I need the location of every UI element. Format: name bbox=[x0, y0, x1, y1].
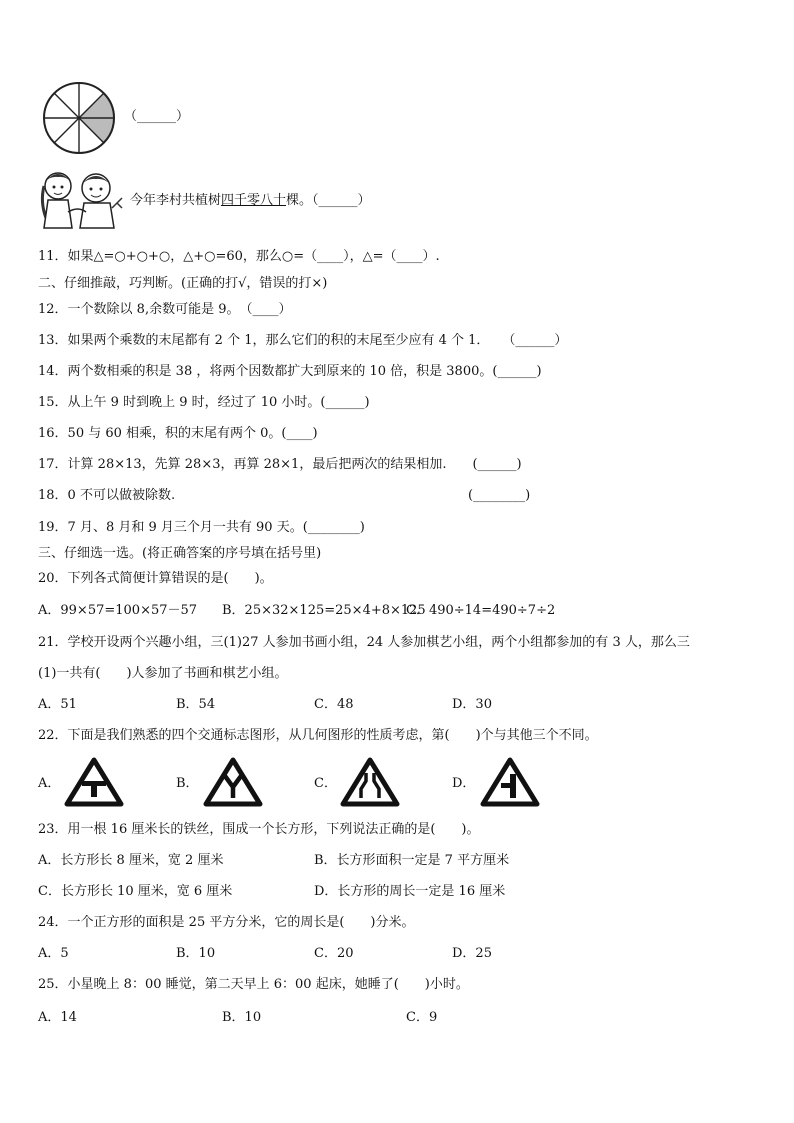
tree-planting-item bbox=[130, 192, 371, 210]
q24-option-c[interactable]: C．20 bbox=[314, 946, 354, 961]
q20-option-a[interactable]: A．99×57=100×57－57 bbox=[38, 603, 198, 618]
q21-option-a[interactable]: A．51 bbox=[38, 697, 77, 712]
traffic-sign-a-t-junction-icon[interactable] bbox=[64, 757, 124, 807]
section-3-heading: 三、仔细选一选。(将正确答案的序号填在括号里) bbox=[38, 546, 322, 561]
q22-label-b[interactable]: B． bbox=[176, 776, 199, 791]
q24-option-b[interactable]: B．10 bbox=[176, 946, 216, 961]
q24-option-a[interactable]: A．5 bbox=[38, 946, 69, 961]
fraction-circle-figure bbox=[38, 82, 120, 154]
children-illustration bbox=[38, 168, 124, 230]
q22-label-d[interactable]: D． bbox=[452, 776, 476, 791]
question-25-stem: 25．小星晚上 8：00 睡觉，第二天早上 6：00 起床，她睡了( )小时。 bbox=[38, 977, 469, 992]
question-13[interactable]: 13．如果两个乘数的末尾都有 2 个 1，那么它们的积的末尾至少应有 4 个 1． （______） bbox=[38, 333, 568, 348]
q20-option-b[interactable]: B．25×32×125=25×4+8×125 bbox=[222, 603, 426, 618]
tree-underlined-number: 四千零八十 bbox=[221, 193, 287, 208]
question-21-stem-line2: (1)一共有( )人参加了书画和棋艺小组。 bbox=[38, 666, 288, 681]
question-18-blank[interactable]: (________) bbox=[468, 488, 531, 503]
q22-label-a[interactable]: A． bbox=[38, 776, 61, 791]
question-14[interactable]: 14．两个数相乘的积是 38 ，将两个因数都扩大到原来的 10 倍，积是 3800。(______) bbox=[38, 364, 542, 379]
question-16[interactable]: 16．50 与 60 相乘，积的末尾有两个 0。(____) bbox=[38, 426, 318, 441]
q20-option-c[interactable]: C．490÷14=490÷7÷2 bbox=[406, 603, 556, 618]
q23-option-a[interactable]: A．长方形长 8 厘米，宽 2 厘米 bbox=[38, 853, 224, 868]
tree-text-after[interactable]: 棵。（______） bbox=[286, 193, 371, 208]
q21-option-c[interactable]: C．48 bbox=[314, 697, 354, 712]
q21-option-b[interactable]: B．54 bbox=[176, 697, 216, 712]
question-23-stem: 23．用一根 16 厘米长的铁丝，围成一个长方形，下列说法正确的是( )。 bbox=[38, 822, 480, 837]
question-21-stem-line1: 21．学校开设两个兴趣小组，三(1)27 人参加书画小组，24 人参加棋艺小组，两个小组都参加的有 3 人，那么三 bbox=[38, 635, 690, 650]
q21-option-d[interactable]: D．30 bbox=[452, 697, 492, 712]
section-2-heading: 二、仔细推敲，巧判断。(正确的打√，错误的打×) bbox=[38, 276, 328, 291]
traffic-sign-d-side-road-icon[interactable] bbox=[480, 757, 540, 807]
question-24-stem: 24．一个正方形的面积是 25 平方分米，它的周长是( )分米。 bbox=[38, 915, 415, 930]
traffic-sign-b-y-junction-icon[interactable] bbox=[203, 757, 263, 807]
q25-option-c[interactable]: C．9 bbox=[406, 1010, 438, 1025]
question-17[interactable]: 17．计算 28×13，先算 28×3，再算 28×1，最后把两次的结果相加. (______) bbox=[38, 457, 522, 472]
question-20-stem: 20．下列各式简便计算错误的是( )。 bbox=[38, 571, 273, 586]
question-15[interactable]: 15．从上午 9 时到晚上 9 时，经过了 10 小时。(______) bbox=[38, 395, 370, 410]
fraction-answer-blank[interactable]: （______） bbox=[124, 109, 190, 124]
q25-option-b[interactable]: B．10 bbox=[222, 1010, 262, 1025]
tree-text-before: 今年李村共植树 bbox=[130, 193, 222, 208]
question-12[interactable]: 12．一个数除以 8,余数可能是 9。 （____） bbox=[38, 302, 292, 317]
q25-option-a[interactable]: A．14 bbox=[38, 1010, 77, 1025]
question-19[interactable]: 19．7 月、8 月和 9 月三个月一共有 90 天。(________) bbox=[38, 520, 365, 535]
q23-option-d[interactable]: D．长方形的周长一定是 16 厘米 bbox=[314, 884, 506, 899]
q24-option-d[interactable]: D．25 bbox=[452, 946, 492, 961]
question-18: 18．0 不可以做被除数. bbox=[38, 488, 176, 503]
q23-option-b[interactable]: B．长方形面积一定是 7 平方厘米 bbox=[314, 853, 510, 868]
q22-label-c[interactable]: C． bbox=[314, 776, 337, 791]
q23-option-c[interactable]: C．长方形长 10 厘米，宽 6 厘米 bbox=[38, 884, 233, 899]
question-11[interactable]: 11．如果△=○+○+○，△+○=60，那么○=（____），△=（____）. bbox=[38, 249, 440, 264]
traffic-sign-c-road-narrows-icon[interactable] bbox=[340, 757, 400, 807]
question-22-stem: 22．下面是我们熟悉的四个交通标志图形，从几何图形的性质考虑，第( )个与其他三个不同。 bbox=[38, 728, 598, 743]
